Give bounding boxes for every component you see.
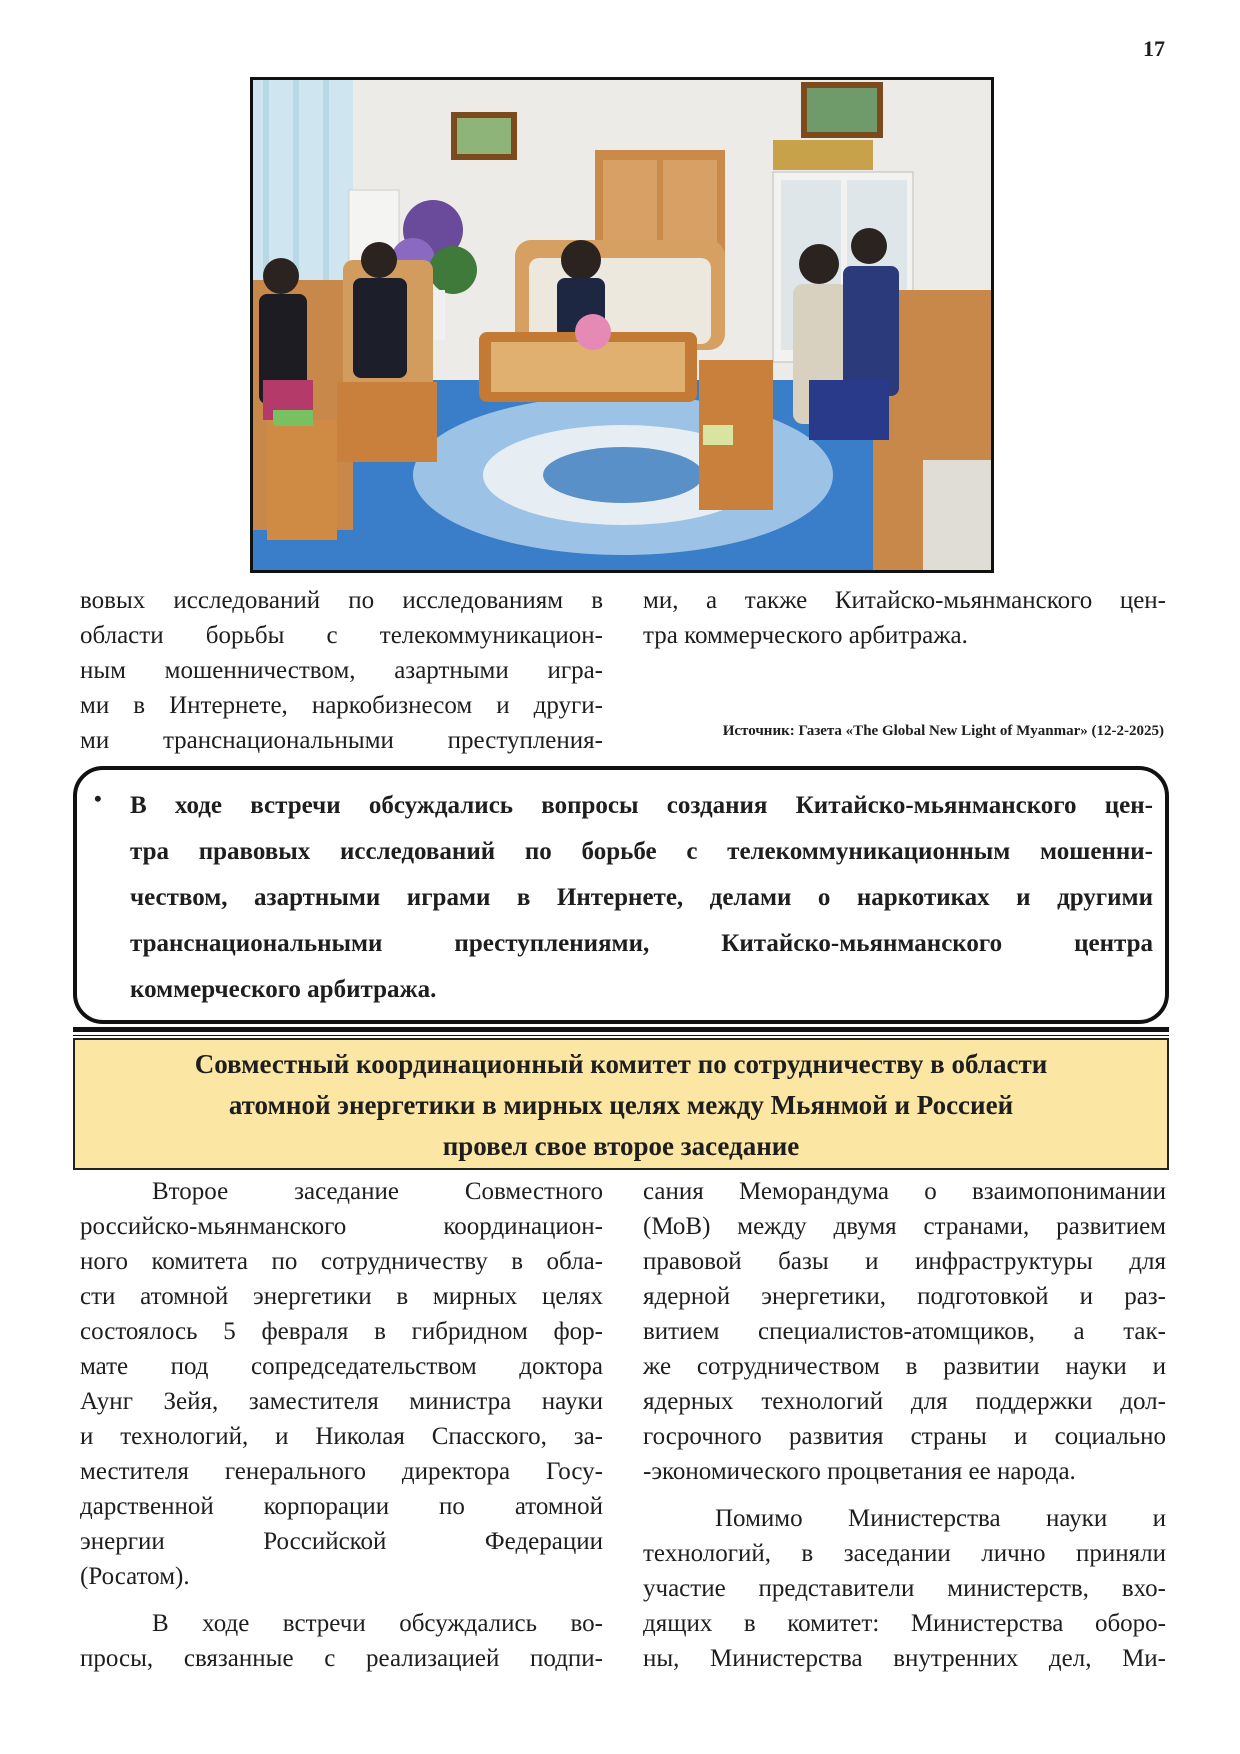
- text-line: ми в Интернете, наркобизнесом и други-: [80, 692, 603, 719]
- meeting-photo: [250, 77, 994, 573]
- meeting-photo-icon: [253, 80, 991, 570]
- text-line: просы, связанные с реализацией подпи-: [80, 1645, 603, 1672]
- text-line: и технологий, и Николая Спасского, за-: [80, 1423, 603, 1450]
- bullet-icon: •: [94, 786, 102, 811]
- text-line: тра коммерческого арбитража.: [643, 622, 968, 649]
- text-line: энергии Российской Федерации: [80, 1528, 603, 1555]
- text-line: ми транснациональными преступления-: [80, 727, 603, 754]
- text-line: ядерных технологий для поддержки дол-: [643, 1388, 1166, 1415]
- text-line: дарственной корпорации по атомной: [80, 1493, 603, 1520]
- text-line: российско-мьянманского координацион-: [80, 1213, 603, 1240]
- article-continued-left: [80, 583, 603, 758]
- heading-line: Совместный координационный комитет по сотрудничеству в области: [194, 1049, 1048, 1079]
- text-line: местителя генерального директора Госу-: [80, 1458, 603, 1485]
- text-line: Помимо Министерства науки и: [715, 1505, 1166, 1532]
- text-line: (Росатом).: [80, 1563, 190, 1590]
- text-line: участие представители министерств, вхо-: [643, 1575, 1166, 1602]
- text-line: (МоВ) между двумя странами, развитием: [643, 1213, 1166, 1240]
- text-line: дящих в комитет: Министерства оборо-: [643, 1610, 1166, 1637]
- heading-line: атомной энергетики в мирных целях между Мьянмой и Россией: [228, 1090, 1014, 1120]
- highlight-line: чеством, азартными играми в Интернете, делами о наркотиках и другими: [130, 884, 1153, 911]
- text-line: сти атомной энергетики в мирных целях: [80, 1283, 603, 1310]
- text-line: витием специалистов-атомщиков, а так-: [643, 1318, 1166, 1345]
- text-line: вовых исследований по исследованиям в: [80, 587, 603, 614]
- text-line: В ходе встречи обсуждались во-: [152, 1610, 603, 1637]
- text-line: ядерной энергетики, подготовкой и раз-: [643, 1283, 1166, 1310]
- text-line: мате под сопредседательством доктора: [80, 1353, 603, 1380]
- highlight-line: коммерческого арбитража.: [130, 976, 437, 1003]
- text-line: ми, а также Китайско-мьянманского цен-: [643, 587, 1166, 614]
- text-line: ны, Министерства внутренних дел, Ми-: [643, 1645, 1166, 1672]
- text-line: Второе заседание Совместного: [152, 1178, 603, 1205]
- article-heading: [73, 1038, 1169, 1170]
- text-line: состоялось 5 февраля в гибридном фор-: [80, 1318, 603, 1345]
- highlight-line: транснациональными преступлениями, Китайско-мьянманского центра: [130, 930, 1153, 957]
- divider: [73, 1027, 1169, 1032]
- text-line: ного комитета по сотрудничеству в обла-: [80, 1248, 603, 1275]
- highlight-line: В ходе встречи обсуждались вопросы создания Китайско-мьянманского цен-: [130, 792, 1153, 819]
- page-number: 17: [1143, 36, 1165, 61]
- article-body-left: [80, 1174, 603, 1676]
- source-caption: Источник: Газета «The Global New Light of Myanmar» (12-2-2025): [722, 723, 1164, 739]
- text-line: же сотрудничеством в развитии науки и: [643, 1353, 1166, 1380]
- text-line: госрочного развития страны и социально: [643, 1423, 1166, 1450]
- text-line: правовой базы и инфраструктуры для: [643, 1248, 1166, 1275]
- article-continued-right: [643, 583, 1166, 653]
- heading-line: провел свое второе заседание: [442, 1131, 800, 1161]
- article-body-right: [643, 1174, 1166, 1676]
- text-line: сания Меморандума о взаимопонимании: [643, 1178, 1166, 1205]
- highlight-line: тра правовых исследований по борьбе с телекоммуникационным мошенни-: [130, 838, 1153, 865]
- divider: [73, 1035, 1169, 1036]
- text-line: технологий, в заседании лично приняли: [643, 1540, 1166, 1567]
- text-line: Аунг Зейя, заместителя министра науки: [80, 1388, 603, 1415]
- text-line: -экономического процветания ее народа.: [643, 1458, 1076, 1485]
- text-line: ным мошенничеством, азартными игра-: [80, 657, 603, 684]
- text-line: области борьбы с телекоммуникацион-: [80, 622, 603, 649]
